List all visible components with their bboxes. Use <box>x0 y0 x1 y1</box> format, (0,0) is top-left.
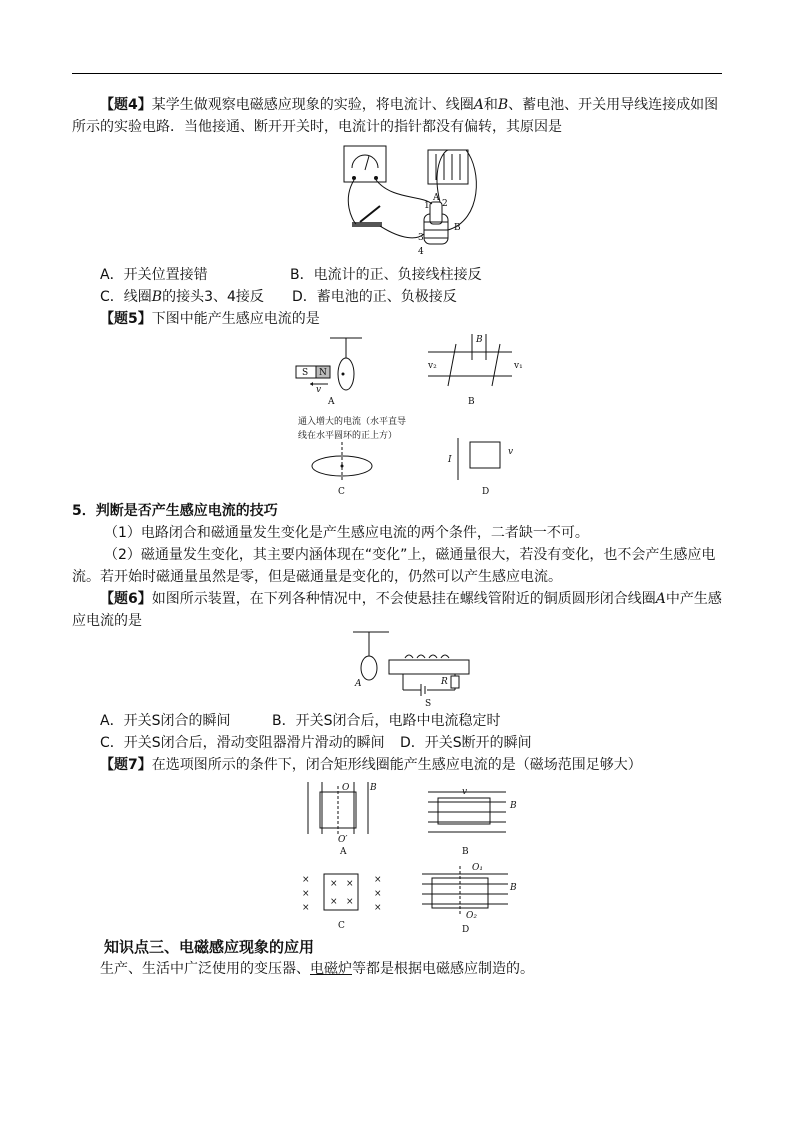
svg-text:2: 2 <box>442 199 448 209</box>
svg-text:N: N <box>319 368 327 378</box>
q4-option-a: A．开关位置接错 <box>100 267 208 283</box>
svg-text:×: × <box>302 889 310 899</box>
q7-figure <box>298 778 528 936</box>
q4-line1: 【题4】某学生做观察电磁感应现象的实验，将电流计、线圈A和B、蓄电池、开关用导线连接成如图 <box>100 97 719 113</box>
svg-text:A: A <box>355 679 362 689</box>
svg-text:A: A <box>340 847 347 857</box>
sec5-p2a: （2）磁通量发生变化，其主要内涵体现在“变化”上，磁通量很大，若没有变化，也不会产生感应电 <box>104 547 716 563</box>
svg-text:R: R <box>441 677 448 687</box>
q4-line2: 所示的实验电路．当他接通、断开开关时，电流计的指针都没有偏转，其原因是 <box>72 119 562 135</box>
svg-text:S: S <box>425 699 432 708</box>
q7-figure-c <box>302 874 382 931</box>
q6-tag: 【题6】 <box>100 591 152 607</box>
svg-text:×: × <box>330 897 338 907</box>
svg-text:×: × <box>330 879 338 889</box>
svg-text:B: B <box>454 223 461 233</box>
svg-text:B: B <box>476 335 483 345</box>
svg-text:C: C <box>338 487 345 497</box>
svg-text:O₁: O₁ <box>472 863 483 873</box>
svg-text:D: D <box>482 487 490 497</box>
svg-text:B: B <box>370 783 377 793</box>
battery <box>428 150 468 184</box>
svg-text:1: 1 <box>424 201 430 211</box>
q5-line: 【题5】下图中能产生感应电流的是 <box>100 311 320 327</box>
svg-text:D: D <box>462 925 470 935</box>
q5-figure-a <box>296 338 362 407</box>
q6-option-a: A．开关S闭合的瞬间 <box>100 713 231 729</box>
svg-text:B: B <box>462 847 469 857</box>
svg-text:O: O <box>342 783 350 793</box>
q7-figure-b <box>428 787 517 857</box>
galvanometer <box>344 146 386 182</box>
sec5-title: 5．判断是否产生感应电流的技巧 <box>72 503 278 519</box>
q7-tag: 【题7】 <box>100 757 152 773</box>
q6-options-row2 <box>100 732 752 754</box>
svg-text:O₂: O₂ <box>466 911 477 921</box>
q7-figure-d <box>422 863 517 935</box>
q5-figure-b <box>427 334 523 407</box>
q6-line2: 应电流的是 <box>72 613 142 629</box>
q4-option-b: B．电流计的正、负接线柱接反 <box>290 267 482 283</box>
q5-figure-c <box>298 415 406 497</box>
kp3-text: 生产、生活中广泛使用的变压器、电磁炉等都是根据电磁感应制造的。 <box>100 961 534 977</box>
svg-text:×: × <box>374 875 382 885</box>
svg-text:v₁: v₁ <box>514 361 523 371</box>
q4-tag: 【题4】 <box>100 97 152 113</box>
svg-text:4: 4 <box>418 247 424 257</box>
svg-text:×: × <box>374 903 382 913</box>
svg-text:B: B <box>510 801 517 811</box>
svg-text:3: 3 <box>418 233 424 243</box>
q4-options-row1 <box>100 264 752 286</box>
q7-figure-a <box>308 782 377 857</box>
svg-text:A: A <box>328 397 335 407</box>
kp3-title: 知识点三、电磁感应现象的应用 <box>104 938 315 956</box>
q6-options-row1 <box>100 710 752 732</box>
q4-circuit-figure <box>332 140 492 260</box>
sec5-p1: （1）电路闭合和磁通量发生变化是产生感应电流的两个条件，二者缺一不可。 <box>104 525 589 541</box>
svg-text:×: × <box>346 879 354 889</box>
svg-text:v: v <box>316 385 322 395</box>
svg-text:×: × <box>302 903 310 913</box>
solenoid <box>389 660 469 674</box>
svg-text:线在水平圆环的正上方）: 线在水平圆环的正上方） <box>298 431 398 441</box>
svg-text:×: × <box>374 889 382 899</box>
svg-text:v: v <box>508 447 514 457</box>
q5-figure <box>290 330 540 500</box>
q7-line: 【题7】在选项图所示的条件下，闭合矩形线圈能产生感应电流的是（磁场范围足够大） <box>100 757 642 773</box>
svg-text:B: B <box>510 883 517 893</box>
q6-option-d: D．开关S断开的瞬间 <box>400 735 532 751</box>
q6-figure <box>345 628 475 708</box>
svg-text:S: S <box>302 368 309 378</box>
svg-text:×: × <box>302 875 310 885</box>
svg-text:v₂: v₂ <box>428 361 437 371</box>
switch <box>352 222 382 227</box>
q6-option-c: C．开关S闭合后，滑动变阻器滑片滑动的瞬间 <box>100 735 385 751</box>
sec5-p2b: 流。若开始时磁通量虽然是零，但是磁通量是变化的，仍然可以产生感应电流。 <box>72 569 562 585</box>
q6-option-b: B．开关S闭合后，电路中电流稳定时 <box>272 713 501 729</box>
coil-a <box>361 656 377 680</box>
svg-text:v: v <box>462 787 468 797</box>
coil-a <box>430 202 442 224</box>
q6-line1: 【题6】如图所示装置，在下列各种情况中，不会使悬挂在螺线管附近的铜质圆形闭合线圈A中产生感 <box>100 591 722 607</box>
q5-figure-d <box>447 438 513 497</box>
q4-option-c: C．线圈 <box>100 289 152 305</box>
svg-text:通入增大的电流（水平直导: 通入增大的电流（水平直导 <box>298 417 407 427</box>
header-rule <box>72 73 722 74</box>
svg-text:A: A <box>433 193 440 203</box>
svg-text:×: × <box>346 897 354 907</box>
q4-option-d: D．蓄电池的正、负极接反 <box>292 289 457 305</box>
svg-text:C: C <box>338 921 345 931</box>
svg-text:I: I <box>448 455 452 465</box>
q4-options-row2: C．线圈B的接头3、4接反 D．蓄电池的正、负极接反 <box>100 286 752 308</box>
q5-tag: 【题5】 <box>100 311 152 327</box>
svg-text:O′: O′ <box>338 835 348 845</box>
svg-text:B: B <box>468 397 475 407</box>
